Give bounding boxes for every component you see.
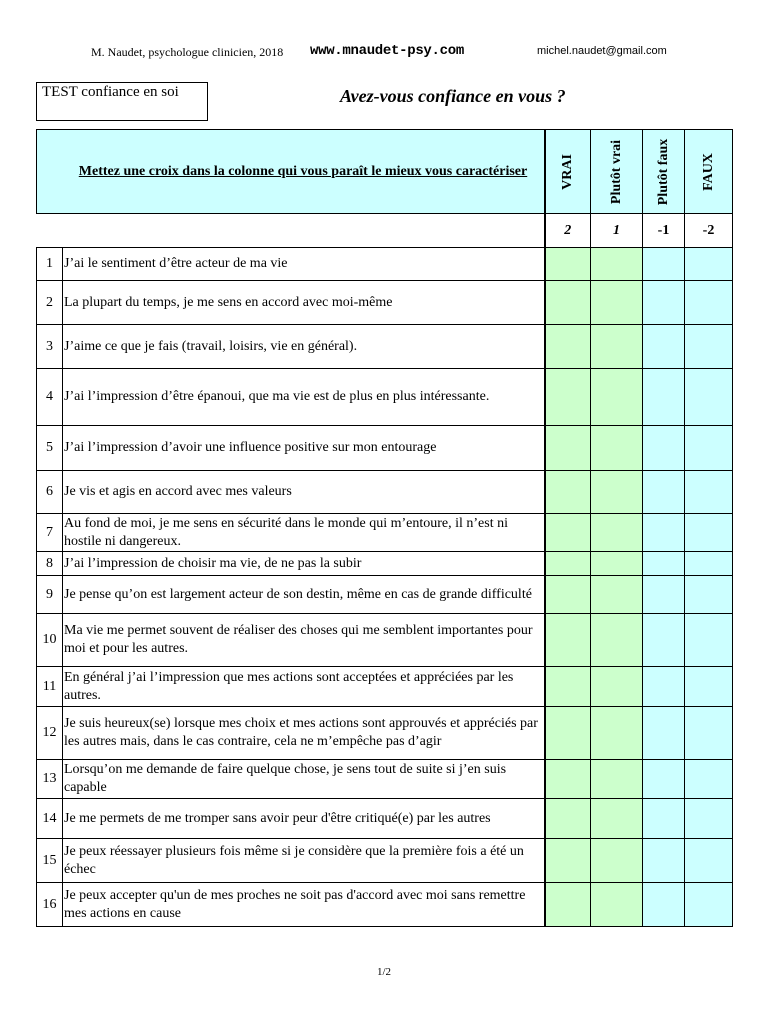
question-text: La plupart du temps, je me sens en accord avec moi-même bbox=[63, 281, 545, 325]
table-row bbox=[37, 471, 733, 514]
answer-cell-plutot-vrai[interactable] bbox=[591, 576, 643, 614]
table-row bbox=[37, 760, 733, 799]
question-number: 12 bbox=[37, 707, 63, 760]
question-text: Lorsqu’on me demande de faire quelque chose, je sens tout de suite si j’en suis capable bbox=[63, 760, 545, 799]
question-number: 10 bbox=[37, 614, 63, 667]
question-text: Au fond de moi, je me sens en sécurité dans le monde qui m’entoure, il n’est ni hostile ni dangereux. bbox=[63, 514, 545, 552]
question-number: 8 bbox=[37, 552, 63, 576]
question-rows bbox=[37, 248, 733, 927]
answer-cell-plutot-vrai[interactable] bbox=[591, 614, 643, 667]
column-header-faux bbox=[685, 130, 733, 214]
answer-cell-plutot-faux[interactable] bbox=[643, 514, 685, 552]
answer-cell-plutot-faux[interactable] bbox=[643, 325, 685, 369]
page-number: 1/2 bbox=[376, 966, 392, 978]
answer-cell-vrai[interactable] bbox=[545, 883, 591, 927]
answer-cell-faux[interactable] bbox=[685, 576, 733, 614]
score-plutot-faux: -1 bbox=[643, 214, 685, 248]
column-label: VRAI bbox=[559, 153, 575, 190]
answer-cell-faux[interactable] bbox=[685, 514, 733, 552]
answer-cell-plutot-faux[interactable] bbox=[643, 839, 685, 883]
question-text: Je me permets de me tromper sans avoir peur d'être critiqué(e) par les autres bbox=[63, 799, 545, 839]
answer-cell-faux[interactable] bbox=[685, 760, 733, 799]
answer-cell-faux[interactable] bbox=[685, 799, 733, 839]
table-row bbox=[37, 883, 733, 927]
answer-cell-plutot-vrai[interactable] bbox=[591, 760, 643, 799]
answer-cell-plutot-faux[interactable] bbox=[643, 614, 685, 667]
questionnaire-table bbox=[36, 129, 733, 927]
question-number: 14 bbox=[37, 799, 63, 839]
table-row bbox=[37, 799, 733, 839]
answer-cell-vrai[interactable] bbox=[545, 426, 591, 471]
answer-cell-plutot-faux[interactable] bbox=[643, 576, 685, 614]
answer-cell-plutot-faux[interactable] bbox=[643, 799, 685, 839]
question-number: 16 bbox=[37, 883, 63, 927]
question-number: 11 bbox=[37, 667, 63, 707]
question-number: 13 bbox=[37, 760, 63, 799]
question-number: 1 bbox=[37, 248, 63, 281]
answer-cell-faux[interactable] bbox=[685, 369, 733, 426]
question-text: Je vis et agis en accord avec mes valeurs bbox=[63, 471, 545, 514]
question-text: Je suis heureux(se) lorsque mes choix et mes actions sont approuvés et appréciés par les autres mais, dans le cas contraire, cela ne m’empêche pas d’agir bbox=[63, 707, 545, 760]
answer-cell-vrai[interactable] bbox=[545, 325, 591, 369]
answer-cell-plutot-vrai[interactable] bbox=[591, 799, 643, 839]
answer-cell-faux[interactable] bbox=[685, 281, 733, 325]
score-row-spacer bbox=[37, 214, 545, 248]
score-vrai: 2 bbox=[545, 214, 591, 248]
answer-cell-faux[interactable] bbox=[685, 248, 733, 281]
header-spacer bbox=[37, 130, 63, 214]
answer-cell-plutot-faux[interactable] bbox=[643, 426, 685, 471]
answer-cell-plutot-faux[interactable] bbox=[643, 760, 685, 799]
score-plutot-vrai: 1 bbox=[591, 214, 643, 248]
email-link[interactable]: michel.naudet@gmail.com bbox=[537, 45, 667, 57]
answer-cell-vrai[interactable] bbox=[545, 281, 591, 325]
answer-cell-vrai[interactable] bbox=[545, 248, 591, 281]
answer-cell-plutot-vrai[interactable] bbox=[591, 707, 643, 760]
question-text: J’aime ce que je fais (travail, loisirs, vie en général). bbox=[63, 325, 545, 369]
answer-cell-faux[interactable] bbox=[685, 707, 733, 760]
question-text: J’ai l’impression d’avoir une influence positive sur mon entourage bbox=[63, 426, 545, 471]
answer-cell-vrai[interactable] bbox=[545, 614, 591, 667]
answer-cell-plutot-faux[interactable] bbox=[643, 667, 685, 707]
page-title: Avez-vous confiance en vous ? bbox=[340, 86, 566, 106]
table-row bbox=[37, 576, 733, 614]
answer-cell-vrai[interactable] bbox=[545, 707, 591, 760]
question-text: J’ai le sentiment d’être acteur de ma vie bbox=[63, 248, 545, 281]
table-row bbox=[37, 552, 733, 576]
answer-cell-plutot-vrai[interactable] bbox=[591, 514, 643, 552]
answer-cell-plutot-vrai[interactable] bbox=[591, 667, 643, 707]
answer-cell-faux[interactable] bbox=[685, 325, 733, 369]
table-row bbox=[37, 281, 733, 325]
column-label: Plutôt vrai bbox=[608, 139, 624, 204]
author-credit: M. Naudet, psychologue clinicien, 2018 bbox=[91, 45, 284, 59]
column-label: FAUX bbox=[700, 152, 716, 191]
table-row bbox=[37, 325, 733, 369]
answer-cell-plutot-vrai[interactable] bbox=[591, 325, 643, 369]
answer-cell-vrai[interactable] bbox=[545, 369, 591, 426]
answer-cell-faux[interactable] bbox=[685, 883, 733, 927]
answer-cell-plutot-vrai[interactable] bbox=[591, 369, 643, 426]
question-text: Ma vie me permet souvent de réaliser des choses qui me semblent importantes pour moi et pour les autres. bbox=[63, 614, 545, 667]
column-header-plutot-vrai bbox=[591, 130, 643, 214]
table-row bbox=[37, 369, 733, 426]
test-label-box: TEST confiance en soi bbox=[36, 82, 208, 121]
answer-cell-plutot-vrai[interactable] bbox=[591, 426, 643, 471]
column-label: Plutôt faux bbox=[655, 138, 671, 205]
question-number: 7 bbox=[37, 514, 63, 552]
instruction-text: Mettez une croix dans la colonne qui vous paraît le mieux vous caractériser bbox=[78, 163, 528, 179]
answer-cell-vrai[interactable] bbox=[545, 576, 591, 614]
page-header bbox=[0, 44, 768, 62]
answer-cell-faux[interactable] bbox=[685, 614, 733, 667]
answer-cell-vrai[interactable] bbox=[545, 760, 591, 799]
website-link[interactable]: www.mnaudet-psy.com bbox=[310, 43, 464, 59]
answer-cell-plutot-faux[interactable] bbox=[643, 369, 685, 426]
question-text: En général j’ai l’impression que mes actions sont acceptées et appréciées par les autres. bbox=[63, 667, 545, 707]
question-text: J’ai l’impression de choisir ma vie, de ne pas la subir bbox=[63, 552, 545, 576]
answer-cell-plutot-faux[interactable] bbox=[643, 471, 685, 514]
answer-cell-vrai[interactable] bbox=[545, 514, 591, 552]
question-text: Je pense qu’on est largement acteur de son destin, même en cas de grande difficulté bbox=[63, 576, 545, 614]
table-row bbox=[37, 667, 733, 707]
answer-cell-vrai[interactable] bbox=[545, 799, 591, 839]
answer-cell-plutot-vrai[interactable] bbox=[591, 281, 643, 325]
answer-cell-plutot-faux[interactable] bbox=[643, 707, 685, 760]
column-header-plutot-faux bbox=[643, 130, 685, 214]
score-faux: -2 bbox=[685, 214, 733, 248]
instruction-cell bbox=[63, 130, 545, 214]
question-number: 5 bbox=[37, 426, 63, 471]
answer-cell-vrai[interactable] bbox=[545, 471, 591, 514]
answer-cell-vrai[interactable] bbox=[545, 667, 591, 707]
question-number: 3 bbox=[37, 325, 63, 369]
answer-cell-faux[interactable] bbox=[685, 471, 733, 514]
question-number: 4 bbox=[37, 369, 63, 426]
table-row bbox=[37, 426, 733, 471]
question-number: 2 bbox=[37, 281, 63, 325]
question-number: 6 bbox=[37, 471, 63, 514]
question-number: 9 bbox=[37, 576, 63, 614]
answer-cell-faux[interactable] bbox=[685, 552, 733, 576]
question-text: Je peux réessayer plusieurs fois même si je considère que la première fois a été un échec bbox=[63, 839, 545, 883]
table-row bbox=[37, 248, 733, 281]
table-row bbox=[37, 514, 733, 552]
answer-cell-plutot-faux[interactable] bbox=[643, 248, 685, 281]
answer-cell-faux[interactable] bbox=[685, 667, 733, 707]
answer-cell-vrai[interactable] bbox=[545, 552, 591, 576]
answer-cell-plutot-vrai[interactable] bbox=[591, 883, 643, 927]
table-row bbox=[37, 614, 733, 667]
answer-cell-plutot-vrai[interactable] bbox=[591, 552, 643, 576]
question-text: J’ai l’impression d’être épanoui, que ma vie est de plus en plus intéressante. bbox=[63, 369, 545, 426]
table-row bbox=[37, 839, 733, 883]
answer-cell-faux[interactable] bbox=[685, 426, 733, 471]
answer-cell-plutot-faux[interactable] bbox=[643, 552, 685, 576]
answer-cell-plutot-faux[interactable] bbox=[643, 883, 685, 927]
table-row bbox=[37, 707, 733, 760]
answer-cell-plutot-vrai[interactable] bbox=[591, 471, 643, 514]
answer-cell-vrai[interactable] bbox=[545, 839, 591, 883]
answer-cell-plutot-faux[interactable] bbox=[643, 281, 685, 325]
question-number: 15 bbox=[37, 839, 63, 883]
question-text: Je peux accepter qu'un de mes proches ne soit pas d'accord avec moi sans remettre mes actions en cause bbox=[63, 883, 545, 927]
answer-cell-plutot-vrai[interactable] bbox=[591, 248, 643, 281]
answer-cell-plutot-vrai[interactable] bbox=[591, 839, 643, 883]
answer-cell-faux[interactable] bbox=[685, 839, 733, 883]
column-header-vrai bbox=[545, 130, 591, 214]
